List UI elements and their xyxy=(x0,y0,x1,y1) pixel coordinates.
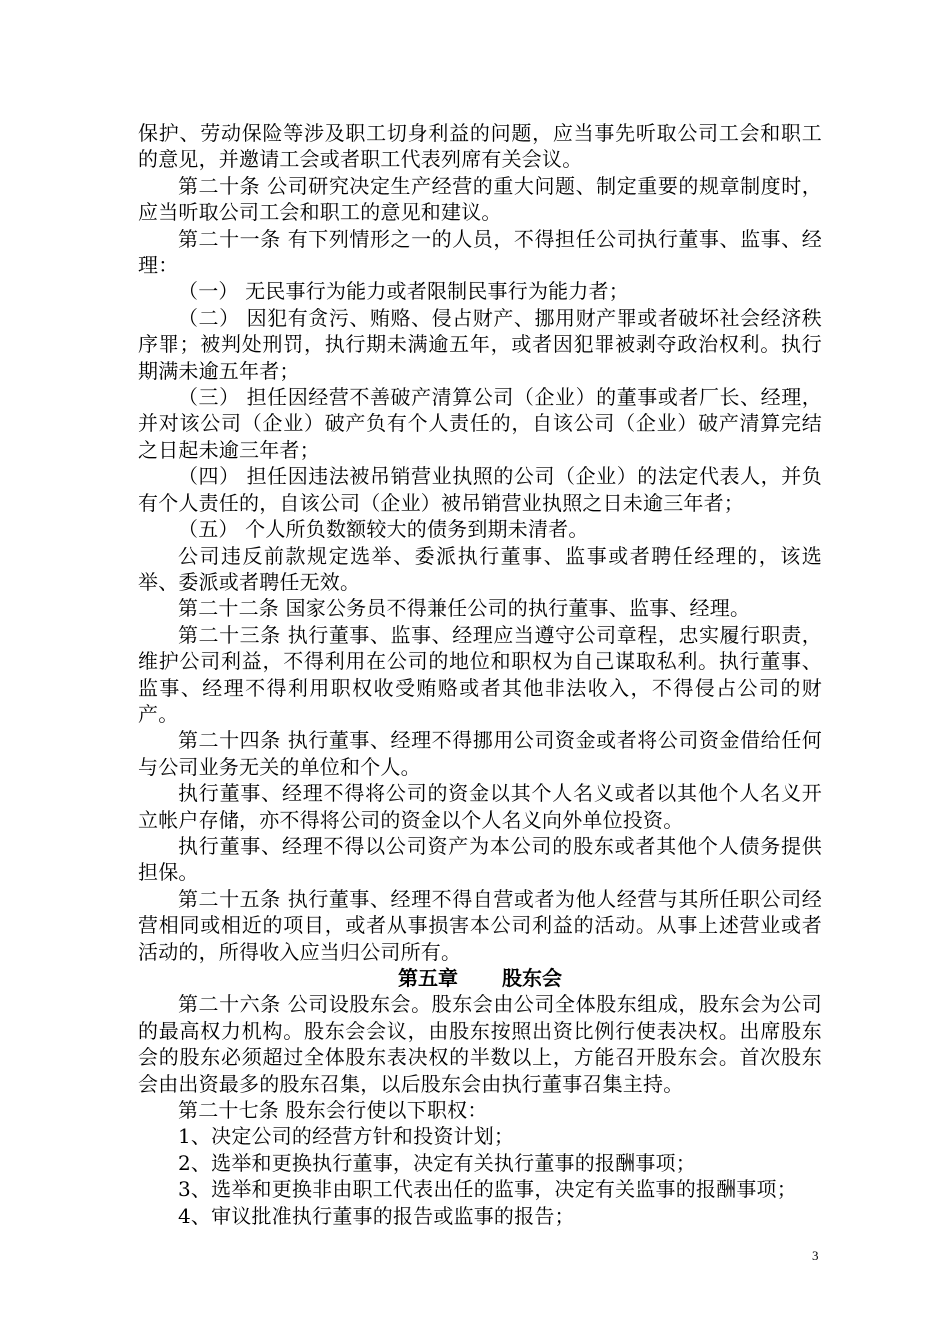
paragraph: 第二十五条 执行董事、经理不得自营或者为他人经营与其所任职公司经营相同或相近的项目，或者从事损害本公司利益的活动。从事上述营业或者活动的，所得收入应当归公司所有。 xyxy=(138,886,822,964)
paragraph: （五） 个人所负数额较大的债务到期未清者。 xyxy=(178,517,589,542)
paragraph: 第二十七条 股东会行使以下职权： xyxy=(178,1098,488,1123)
paragraph: 第二十三条 执行董事、监事、经理应当遵守公司章程，忠实履行职责，维护公司利益，不得利用在公司的地位和职权为自己谋取私利。执行董事、监事、经理不得利用职权收受贿赂或者其他非法收入，不得侵占公司的财产。 xyxy=(138,622,822,726)
paragraph: 保护、劳动保险等涉及职工切身利益的问题，应当事先听取公司工会和职工的意见，并邀请工会或者职工代表列席有关会议。 xyxy=(138,121,822,172)
paragraph: 第二十条 公司研究决定生产经营的重大问题、制定重要的规章制度时，应当听取公司工会和职工的意见和建议。 xyxy=(138,173,822,225)
chapter-heading xyxy=(138,965,822,991)
document-body xyxy=(138,120,822,1229)
paragraph: 3、选举和更换非由职工代表出任的监事，决定有关监事的报酬事项； xyxy=(178,1177,797,1202)
paragraph: （一） 无民事行为能力或者限制民事行为能力者； xyxy=(178,279,629,304)
chapter-title: 股东会 xyxy=(502,966,562,990)
paragraph: （三） 担任因经营不善破产清算公司（企业）的董事或者厂长、经理，并对该公司（企业）破产负有个人责任的，自该公司（企业）破产清算完结之日起未逾三年者； xyxy=(138,385,822,462)
paragraph: 第二十一条 有下列情形之一的人员，不得担任公司执行董事、监事、经理： xyxy=(138,226,822,278)
shareholders-meeting-section xyxy=(138,991,822,1229)
paragraph: 1、决定公司的经营方针和投资计划； xyxy=(178,1124,515,1149)
chapter-number: 第五章 xyxy=(398,966,458,990)
paragraph: （四） 担任因违法被吊销营业执照的公司（企业）的法定代表人，并负有个人责任的，自该公司（企业）被吊销营业执照之日未逾三年者； xyxy=(138,464,822,515)
paragraph: 第二十四条 执行董事、经理不得挪用公司资金或者将公司资金借给任何与公司业务无关的单位和个人。 xyxy=(138,728,822,779)
paragraph: 公司违反前款规定选举、委派执行董事、监事或者聘任经理的，该选举、委派或者聘任无效。 xyxy=(138,543,822,594)
paragraph: 执行董事、经理不得以公司资产为本公司的股东或者其他个人债务提供担保。 xyxy=(138,833,822,885)
paragraph: 4、审议批准执行董事的报告或监事的报告； xyxy=(178,1203,575,1228)
paragraph: 第二十六条 公司设股东会。股东会由公司全体股东组成，股东会为公司的最高权力机构。股东会会议，由股东按照出资比例行使表决权。出席股东会的股东必须超过全体股东表决权的半数以上，方能召开股东会。首次股东会由出资最多的股东召集，以后股东会由执行董事召集主持。 xyxy=(138,992,822,1096)
paragraph: 第二十二条 国家公务员不得兼任公司的执行董事、监事、经理。 xyxy=(178,596,751,621)
page-number: 3 xyxy=(812,1248,819,1263)
paragraph: 2、选举和更换执行董事，决定有关执行董事的报酬事项； xyxy=(178,1150,696,1175)
paragraph: 执行董事、经理不得将公司的资金以其个人名义或者以其他个人名义开立帐户存储，亦不得将公司的资金以个人名义向外单位投资。 xyxy=(138,781,822,832)
articles-section xyxy=(138,120,822,965)
paragraph: （二） 因犯有贪污、贿赂、侵占财产、挪用财产罪或者破坏社会经济秩序罪；被判处刑罚，执行期未满逾五年，或者因犯罪被剥夺政治权利。执行期满未逾五年者； xyxy=(138,305,822,383)
